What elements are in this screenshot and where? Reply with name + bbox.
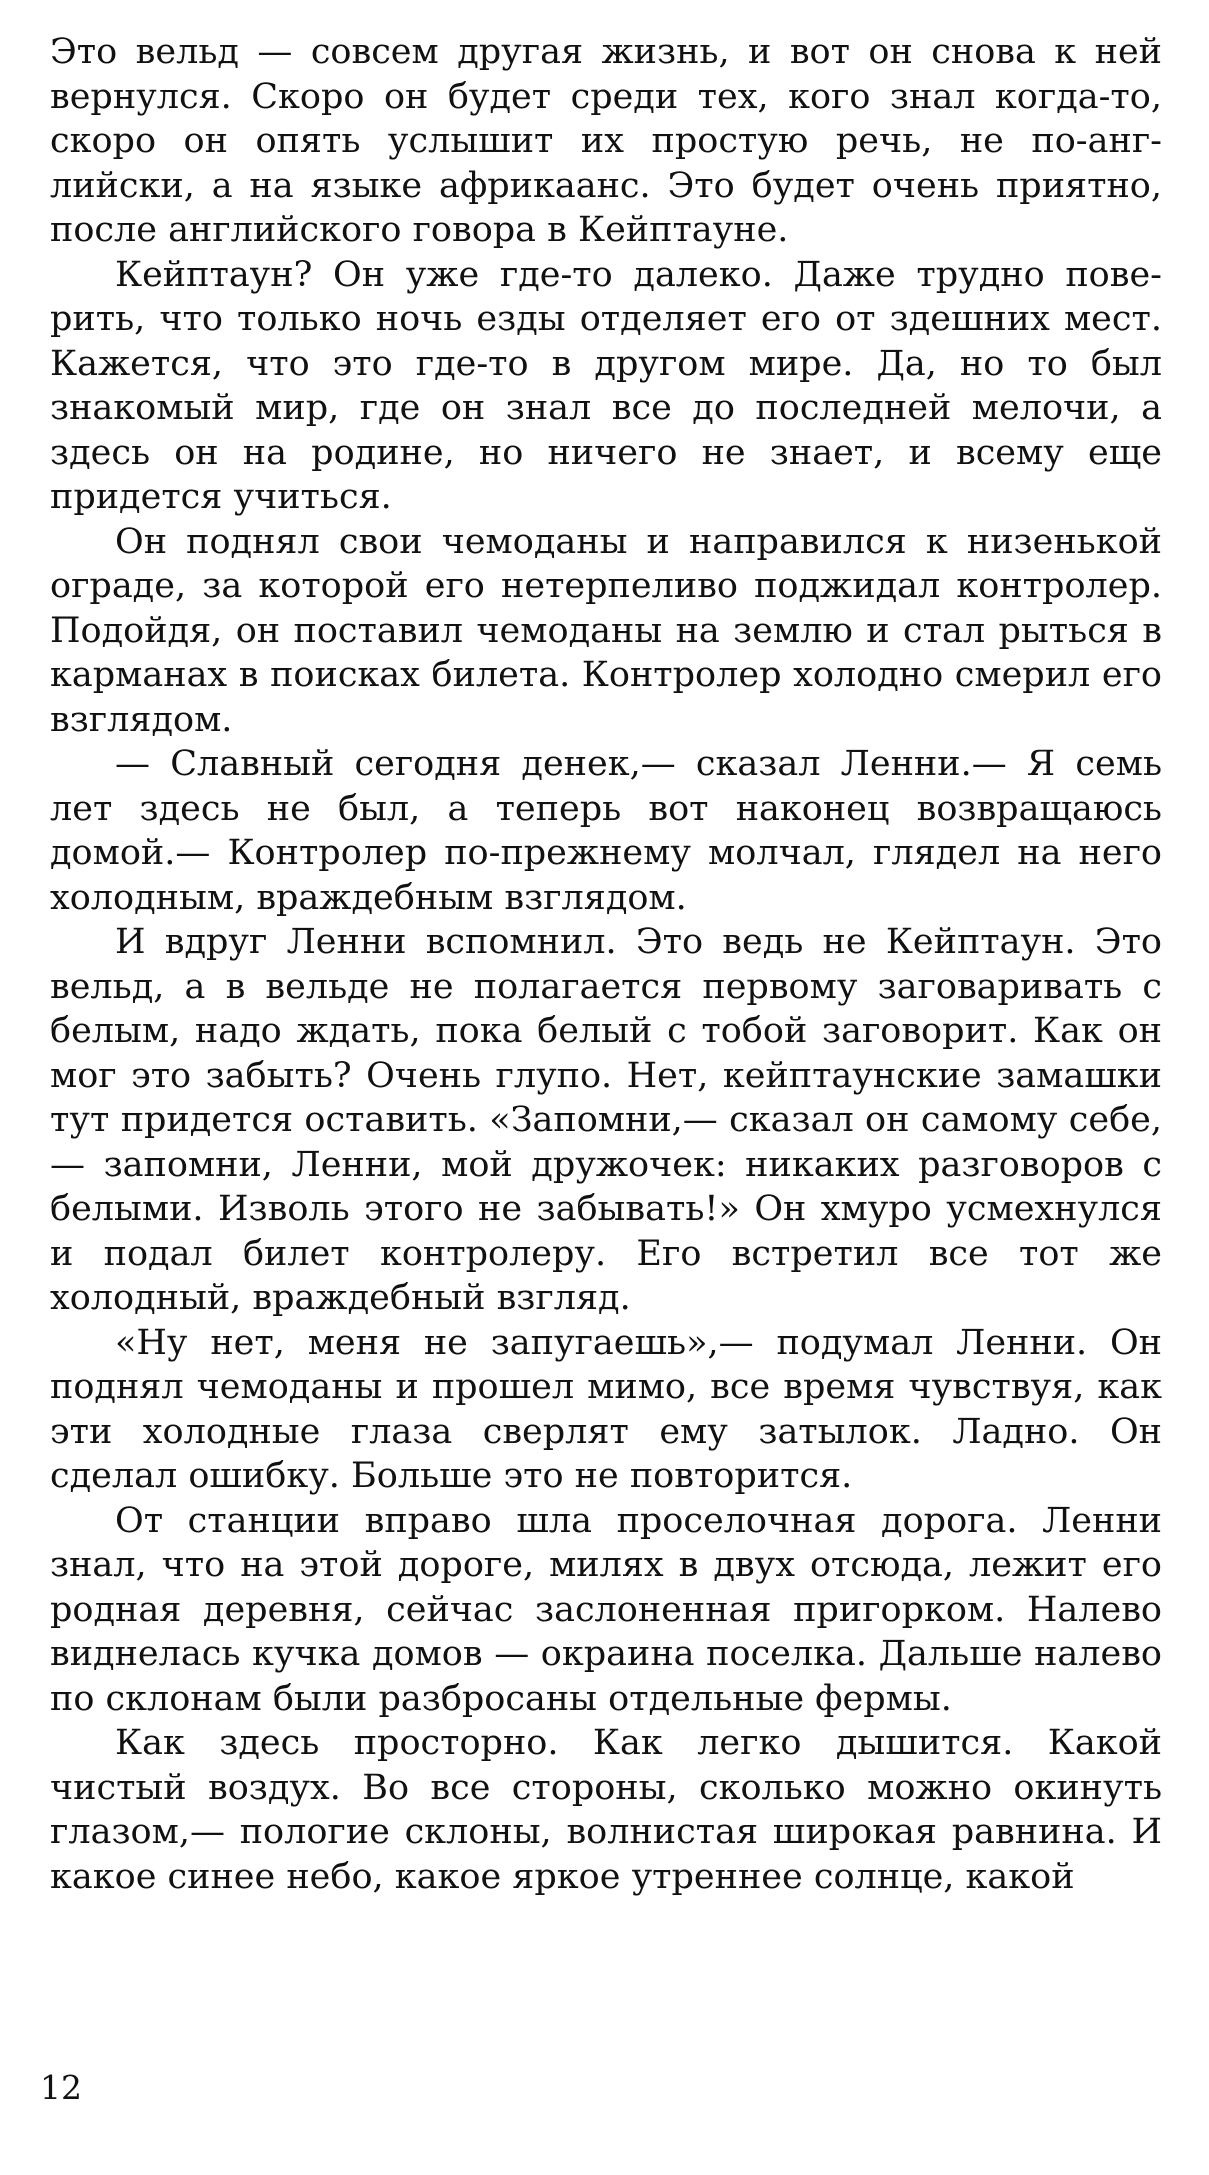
paragraph-7: От станции вправо шла проселочная дорога. Ленни знал, что на этой дороге, милях в двух отсюда, лежит его родная деревня, сейчас заслоненная пригорком. Налево виднелась кучка домов — окраина поселка. Дальше налево по склонам были разбросаны отдельные фермы.: [50, 1500, 1162, 1719]
paragraph-6: «Ну нет, меня не запугаешь»,— подумал Ленни. Он поднял чемоданы и прошел мимо, все время чувствуя, как эти холодные глаза сверлят ему затылок. Ладно. Он сделал ошибку. Больше это не повторится.: [50, 1322, 1162, 1496]
paragraph-4: — Славный сегодня денек,— сказал Ленни.— Я семь лет здесь не был, а теперь вот наконец возвращаюсь домой.— Контролер по-прежнему молчал, глядел на него холодным, враждебным взглядом.: [50, 744, 1162, 918]
paragraph-3: Он поднял свои чемоданы и направился к низенькой ограде, за которой его нетерпеливо поджидал контролер. Подойдя, он поставил чемоданы на землю и стал рыться в карманах в поисках билета. Контролер холодно смерил его взглядом.: [50, 521, 1162, 740]
page-text: [50, 30, 1162, 1899]
paragraph-1: Это вельд — совсем другая жизнь, и вот он снова к ней вернулся. Скоро он будет среди тех, кого знал когда-то, скоро он опять услышит их простую речь, не по-английски, а на языке африкаанс. Это будет очень приятно, после английского говора в Кейптауне.: [50, 32, 1162, 250]
paragraph-5: И вдруг Ленни вспомнил. Это ведь не Кейптаун. Это вельд, а в вельде не полагается первому заговаривать с белым, надо ждать, пока белый с тобой заговорит. Как он мог это забыть? Очень глупо. Нет, кейптаунские замашки тут придется оставить. «Запомни,— сказал он самому себе,— запомни, Ленни, мой дружочек: никаких разговоров с белыми. Изволь этого не забывать!» Он хмуро усмехнулся и подал билет контролеру. Его встретил все тот же холодный, враждебный взгляд.: [50, 922, 1162, 1318]
paragraph-8: Как здесь просторно. Как легко дышится. Какой чистый воздух. Во все стороны, сколько можно окинуть глазом,— пологие склоны, волнистая широкая равнина. И какое синее небо, какое яркое утреннее солнце, какой: [50, 1723, 1162, 1897]
page-number: 12: [40, 2068, 82, 2107]
paragraph-2: Кейптаун? Он уже где-то далеко. Даже трудно поверить, что только ночь езды отделяет его от здешних мест. Кажется, что это где-то в другом мире. Да, но то был знакомый мир, где он знал все до последней мелочи, а здесь он на родине, но ничего не знает, и всему еще придется учиться.: [50, 254, 1162, 517]
